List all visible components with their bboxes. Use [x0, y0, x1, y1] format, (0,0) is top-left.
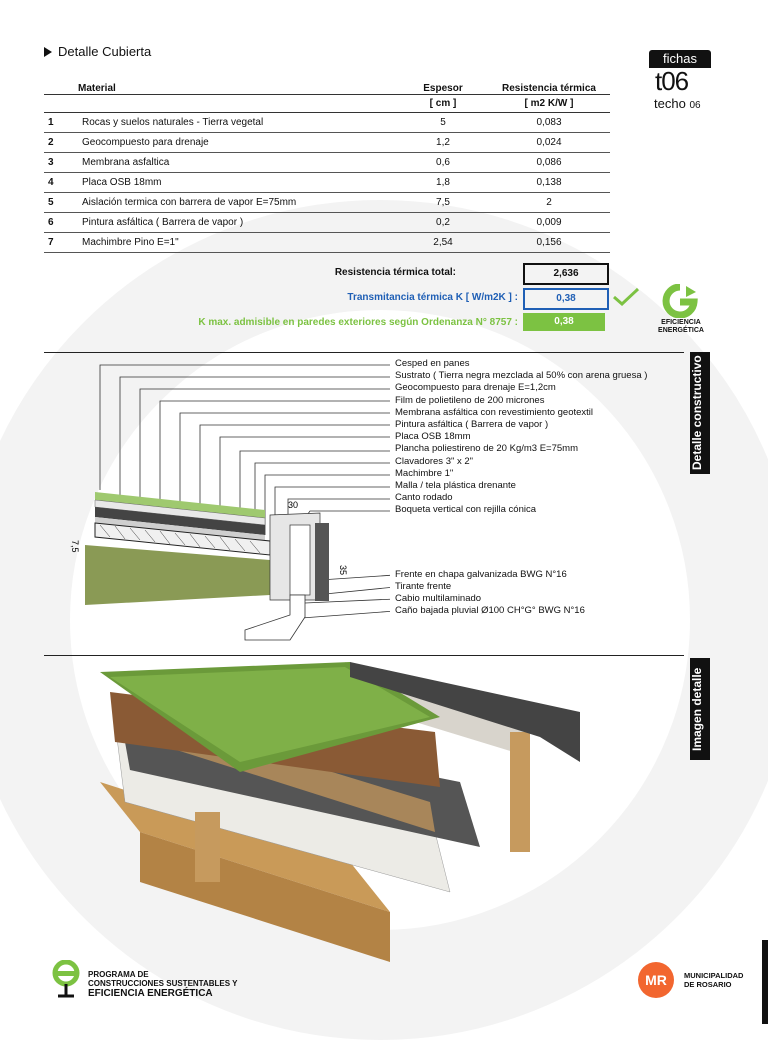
row-number: 5 — [44, 193, 78, 213]
th-material: Material — [78, 74, 398, 95]
unit-resistencia: [ m2 K/W ] — [488, 95, 610, 113]
th-num — [44, 74, 78, 95]
tab-detalle-constructivo: Detalle constructivo — [690, 352, 710, 474]
section-divider — [44, 352, 684, 353]
row-material: Placa OSB 18mm — [78, 173, 398, 193]
row-espesor: 7,5 — [398, 193, 488, 213]
total-value: 2,636 — [523, 263, 609, 285]
mr-badge-text: MR — [645, 972, 667, 988]
tab-imagen-detalle: Imagen detalle — [690, 658, 710, 760]
row-espesor: 1,8 — [398, 173, 488, 193]
section-divider-2 — [44, 655, 684, 656]
detail-label: Machimbre 1" — [395, 467, 454, 479]
transmitancia-value: 0,38 — [523, 288, 609, 310]
detail-label: Canto rodado — [395, 492, 453, 504]
program-line1: PROGRAMA DE — [88, 970, 149, 979]
detail-label: Geocompuesto para drenaje E=1,2cm — [395, 382, 556, 394]
th-espesor: Espesor — [398, 74, 488, 95]
detail-label: Malla / tela plástica drenante — [395, 480, 516, 492]
row-resistencia: 0,086 — [488, 153, 610, 173]
row-material: Pintura asfáltica ( Barrera de vapor ) — [78, 213, 398, 233]
checkmark-icon — [612, 286, 640, 306]
row-resistencia: 0,009 — [488, 213, 610, 233]
muni-line2: DE ROSARIO — [684, 980, 732, 989]
detail-label: Frente en chapa galvanizada BWG N°16 — [395, 569, 567, 580]
total-label: Resistencia térmica total: — [334, 267, 456, 278]
muni-line1: MUNICIPALIDAD — [684, 971, 744, 980]
units-blank-2 — [78, 95, 398, 113]
row-resistencia: 0,024 — [488, 133, 610, 153]
table-row — [44, 193, 610, 213]
mr-badge-icon — [638, 962, 674, 998]
row-espesor: 5 — [398, 113, 488, 133]
section-heading — [44, 44, 151, 59]
page-edge-bar — [762, 940, 768, 1024]
table-row — [44, 133, 610, 153]
kmax-value: 0,38 — [523, 313, 605, 331]
materials-body — [44, 113, 610, 253]
row-resistencia: 0,156 — [488, 233, 610, 253]
kmax-label: K max. admisible en paredes exteriores según Ordenanza N° 8757 : — [198, 317, 518, 328]
row-espesor: 0,6 — [398, 153, 488, 173]
fichas-subtitle — [654, 96, 701, 111]
program-line3: EFICIENCIA ENERGÉTICA — [88, 988, 213, 999]
transmitancia-label: Transmitancia térmica K [ W/m2K ] : — [347, 292, 518, 303]
detail-label: Membrana asfáltica con revestimiento geotextil — [395, 406, 594, 418]
heading-text: Detalle Cubierta — [58, 44, 152, 59]
detail-label: Plancha poliestireno de 20 Kg/m3 E=75mm — [395, 443, 578, 455]
th-resistencia: Resistencia térmica — [488, 74, 610, 95]
fichas-sub-num: 06 — [689, 100, 701, 111]
units-blank-1 — [44, 95, 78, 113]
row-material: Geocompuesto para drenaje — [78, 133, 398, 153]
triangle-bullet-icon — [44, 47, 52, 57]
detail-label: Sustrato ( Tierra negra mezclada al 50% con arena gruesa ) — [395, 370, 648, 382]
dim-7-5: 7,5 — [70, 540, 80, 553]
detail-label: Tirante frente — [395, 581, 452, 592]
detail-label: Boqueta vertical con rejilla cónica — [395, 504, 536, 516]
unit-espesor: [ cm ] — [398, 95, 488, 113]
fichas-sub-word: techo — [654, 96, 686, 111]
dim-30: 30 — [288, 500, 299, 510]
dim-35: 35 — [338, 565, 348, 576]
row-number: 3 — [44, 153, 78, 173]
eficiencia-logo-text — [655, 319, 707, 335]
table-row — [44, 113, 610, 133]
program-line2: CONSTRUCCIONES SUSTENTABLES Y — [88, 979, 238, 988]
fichas-code: t06 — [655, 66, 689, 96]
program-logo-icon — [50, 960, 82, 1000]
row-number: 4 — [44, 173, 78, 193]
detail-label: Pintura asfáltica ( Barrera de vapor ) — [395, 419, 549, 431]
detail-labels-top — [395, 358, 647, 517]
row-number: 7 — [44, 233, 78, 253]
row-material: Membrana asfaltica — [78, 153, 398, 173]
row-material: Aislación termica con barrera de vapor E=75mm — [78, 193, 398, 213]
table-units-row — [44, 95, 610, 113]
row-resistencia: 2 — [488, 193, 610, 213]
detail-labels-bottom — [395, 569, 585, 617]
municipality-text — [684, 971, 743, 989]
row-espesor: 0,2 — [398, 213, 488, 233]
row-number: 6 — [44, 213, 78, 233]
eficiencia-line2: ENERGÉTICA — [658, 327, 704, 334]
detail-label: Cabio multilaminado — [395, 593, 482, 604]
table-row — [44, 153, 610, 173]
eficiencia-energetica-logo-icon — [662, 284, 698, 318]
fichas-tab: fichas — [649, 50, 711, 68]
row-resistencia: 0,138 — [488, 173, 610, 193]
row-espesor: 1,2 — [398, 133, 488, 153]
detail-label: Caño bajada pluvial Ø100 CH°G° BWG N°16 — [395, 605, 585, 616]
detail-label: Clavadores 3" x 2" — [395, 455, 474, 467]
row-espesor: 2,54 — [398, 233, 488, 253]
table-row — [44, 213, 610, 233]
table-row — [44, 173, 610, 193]
detail-label: Cesped en panes — [395, 358, 470, 369]
row-number: 1 — [44, 113, 78, 133]
detail-label: Film de polietileno de 200 micrones — [395, 394, 545, 406]
materials-table — [44, 74, 610, 253]
table-header-row — [44, 74, 610, 95]
eficiencia-line1: EFICIENCIA — [661, 319, 701, 326]
program-logo-text — [88, 970, 238, 1000]
row-resistencia: 0,083 — [488, 113, 610, 133]
row-material: Machimbre Pino E=1" — [78, 233, 398, 253]
roof-detail-image — [100, 662, 590, 972]
constructive-detail-drawing — [60, 355, 390, 645]
table-row — [44, 233, 610, 253]
row-number: 2 — [44, 133, 78, 153]
detail-label: Placa OSB 18mm — [395, 431, 471, 443]
row-material: Rocas y suelos naturales - Tierra vegetal — [78, 113, 398, 133]
